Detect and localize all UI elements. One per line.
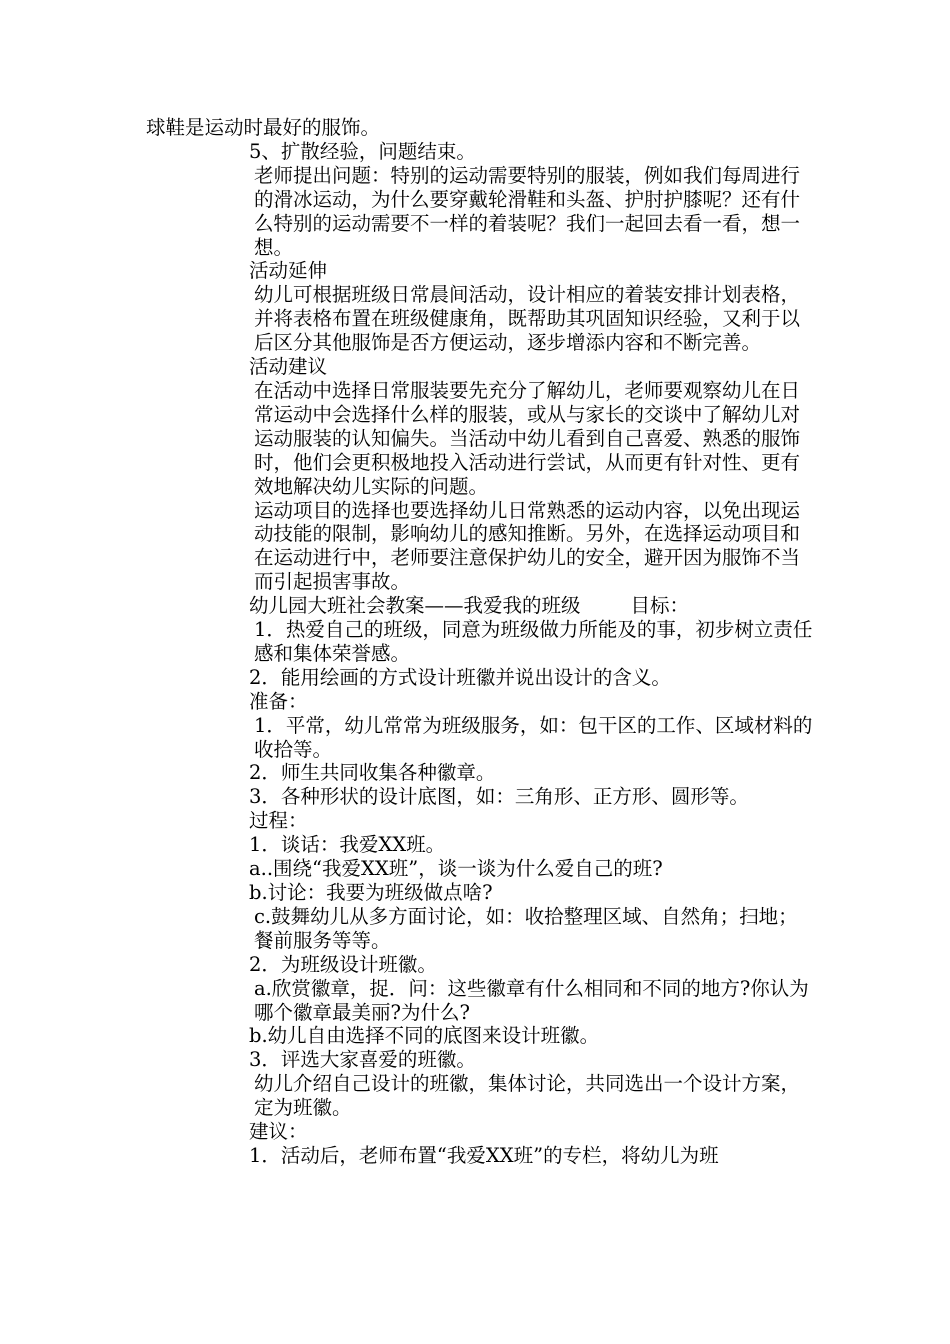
section-heading: 活动延伸 <box>249 259 328 283</box>
paragraph: a.欣赏徽章，捉．问：这些徽章有什么相同和不同的地方?你认为哪个徽章最美丽?为什么? <box>254 976 809 1024</box>
section-heading: 准备： <box>249 689 308 713</box>
lesson-title-line <box>146 594 816 618</box>
paragraph: 3．各种形状的设计底图，如：三角形、正方形、圆形等。 <box>249 785 749 809</box>
paragraph: 球鞋是运动时最好的服饰。 <box>146 116 381 139</box>
paragraph: b.幼儿自由选择不同的底图来设计班徽。 <box>249 1024 600 1048</box>
paragraph: 2．为班级设计班徽。 <box>249 952 437 976</box>
paragraph: 5、扩散经验，问题结束。 <box>249 139 476 163</box>
paragraph: 1．活动后，老师布置“我爱XX班”的专栏，将幼儿为班 <box>249 1143 719 1167</box>
paragraph: c.鼓舞幼儿从多方面讨论，如：收拾整理区域、自然角；扫地；餐前服务等等。 <box>254 904 798 952</box>
paragraph: 2．能用绘画的方式设计班徽并说出设计的含义。 <box>249 665 671 689</box>
paragraph: 老师提出问题：特别的运动需要特别的服装，例如我们每周进行的滑冰运动，为什么要穿戴轮滑鞋和头盔、护肘护膝呢？还有什么特别的运动需要不一样的着装呢？我们一起回去看一看，想一想。 <box>254 163 801 259</box>
paragraph: a..围绕“我爱XX班”，谈一谈为什么爱自己的班? <box>249 857 663 881</box>
paragraph: 运动项目的选择也要选择幼儿日常熟悉的运动内容，以免出现运动技能的限制，影响幼儿的感知推断。另外，在选择运动项目和在运动进行中，老师要注意保护幼儿的安全，避开因为服饰不当而引起损害事故。 <box>254 498 801 594</box>
paragraph: 在活动中选择日常服装要先充分了解幼儿，老师要观察幼儿在日常运动中会选择什么样的服装，或从与家长的交谈中了解幼儿对运动服装的认知偏失。当活动中幼儿看到自己喜爱、熟悉的服饰时，他们会更积极地投入活动进行尝试，从而更有针对性、更有效地解决幼儿实际的问题。 <box>254 378 801 498</box>
paragraph: b.讨论：我要为班级做点啥? <box>249 881 493 904</box>
paragraph: 1．平常，幼儿常常为班级服务，如：包干区的工作、区域材料的收拾等。 <box>254 713 813 761</box>
paragraph: 1．谈话：我爱XX班。 <box>249 833 446 857</box>
section-heading: 过程： <box>249 809 308 833</box>
section-heading: 活动建议 <box>249 355 328 379</box>
paragraph: 幼儿介绍自己设计的班徽，集体讨论，共同选出一个设计方案，定为班徽。 <box>254 1072 801 1120</box>
lesson-title: 幼儿园大班社会教案——我爱我的班级 <box>249 594 581 618</box>
paragraph: 3．评选大家喜爱的班徽。 <box>249 1048 476 1072</box>
paragraph: 2．师生共同收集各种徽章。 <box>249 761 496 785</box>
paragraph: 1．热爱自己的班级，同意为班级做力所能及的事，初步树立责任感和集体荣誉感。 <box>254 618 813 665</box>
document-body <box>146 116 816 1168</box>
paragraph: 幼儿可根据班级日常晨间活动，设计相应的着装安排计划表格，并将表格布置在班级健康角，既帮助其巩固知识经验，又利于以后区分其他服饰是否方便运动，逐步增添内容和不断完善。 <box>254 283 801 355</box>
goals-heading: 目标： <box>630 594 690 618</box>
section-heading: 建议： <box>249 1120 308 1144</box>
